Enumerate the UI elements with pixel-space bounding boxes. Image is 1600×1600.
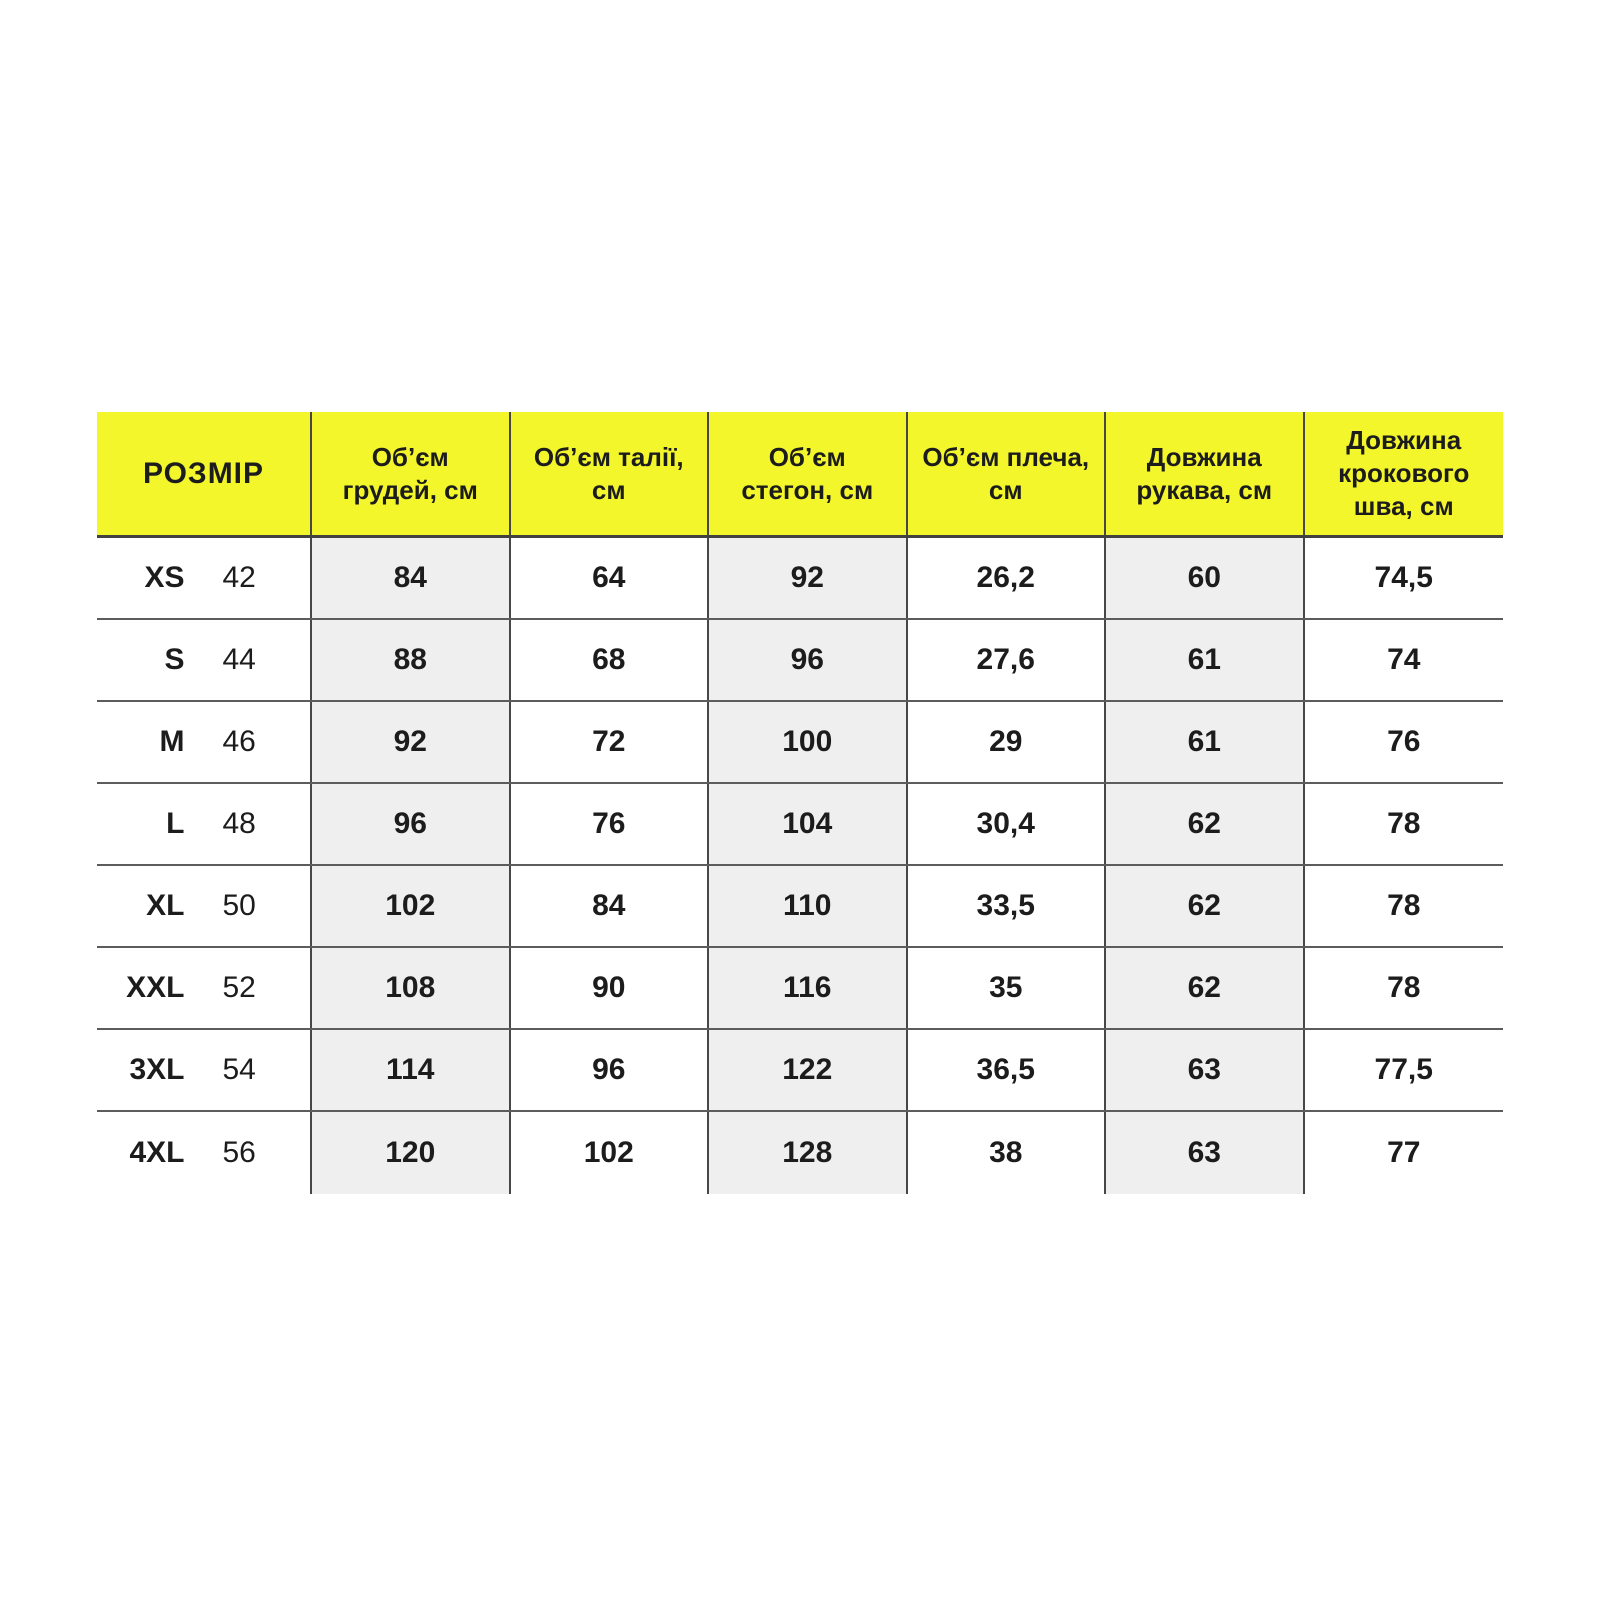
value-cell: 36,5 xyxy=(908,1030,1107,1110)
size-code: L xyxy=(166,807,185,840)
table-row xyxy=(97,1030,1503,1112)
table-row xyxy=(97,866,1503,948)
table-header-row xyxy=(97,412,1503,538)
value-cell: 68 xyxy=(511,620,710,700)
value-cell: 78 xyxy=(1387,889,1421,922)
size-chart-table xyxy=(97,412,1503,1194)
value-cell: 92 xyxy=(312,702,511,782)
value-cell: 38 xyxy=(908,1112,1107,1194)
column-header-chest: Об’єм грудей, см xyxy=(312,412,511,535)
size-cell xyxy=(97,1112,312,1194)
value-cell: 128 xyxy=(709,1112,908,1194)
size-code: XXL xyxy=(126,971,185,1004)
value-cell: 96 xyxy=(511,1030,710,1110)
value-cell: 84 xyxy=(312,538,511,618)
value-cell: 74 xyxy=(1387,643,1421,676)
size-cell xyxy=(97,948,312,1028)
size-number: 54 xyxy=(222,1053,256,1086)
value-cell: 104 xyxy=(709,784,908,864)
column-header-waist: Об’єм талії, см xyxy=(511,412,710,535)
value-cell: 27,6 xyxy=(908,620,1107,700)
size-number: 44 xyxy=(222,643,256,676)
size-cell xyxy=(97,784,312,864)
value-cell: 100 xyxy=(709,702,908,782)
table-row xyxy=(97,702,1503,784)
size-cell xyxy=(97,538,312,618)
value-cell: 88 xyxy=(312,620,511,700)
value-cell: 102 xyxy=(511,1112,710,1194)
value-cell: 96 xyxy=(709,620,908,700)
size-number: 52 xyxy=(222,971,256,1004)
value-cell: 63 xyxy=(1106,1030,1305,1110)
size-cell xyxy=(97,866,312,946)
size-number: 56 xyxy=(222,1136,256,1169)
value-cell: 62 xyxy=(1106,866,1305,946)
column-header-shoulder: Об’єм плеча, см xyxy=(908,412,1107,535)
value-cell: 63 xyxy=(1106,1112,1305,1194)
column-header-sleeve-length: Довжина рукава, см xyxy=(1106,412,1305,535)
value-cell: 77,5 xyxy=(1374,1053,1433,1086)
value-cell: 120 xyxy=(312,1112,511,1194)
value-cell: 76 xyxy=(1387,725,1421,758)
value-cell: 74,5 xyxy=(1374,561,1433,594)
value-cell: 26,2 xyxy=(908,538,1107,618)
value-cell: 33,5 xyxy=(908,866,1107,946)
column-header-size: РОЗМІР xyxy=(97,412,312,535)
table-row xyxy=(97,538,1503,620)
size-code: XS xyxy=(144,561,185,594)
value-cell: 114 xyxy=(312,1030,511,1110)
value-cell: 90 xyxy=(511,948,710,1028)
value-cell: 62 xyxy=(1106,784,1305,864)
value-cell: 110 xyxy=(709,866,908,946)
value-cell: 116 xyxy=(709,948,908,1028)
value-cell: 108 xyxy=(312,948,511,1028)
size-code: 4XL xyxy=(129,1136,185,1169)
value-cell: 96 xyxy=(312,784,511,864)
value-cell: 61 xyxy=(1106,702,1305,782)
value-cell: 30,4 xyxy=(908,784,1107,864)
column-header-hips: Об’єм стегон, см xyxy=(709,412,908,535)
value-cell: 78 xyxy=(1387,971,1421,1004)
size-number: 46 xyxy=(222,725,256,758)
table-row xyxy=(97,784,1503,866)
size-code: 3XL xyxy=(129,1053,185,1086)
size-code: M xyxy=(159,725,185,758)
size-code: S xyxy=(164,643,185,676)
value-cell: 102 xyxy=(312,866,511,946)
size-cell xyxy=(97,702,312,782)
value-cell: 84 xyxy=(511,866,710,946)
value-cell: 92 xyxy=(709,538,908,618)
table-body xyxy=(97,538,1503,1194)
size-cell xyxy=(97,620,312,700)
table-row xyxy=(97,620,1503,702)
size-code: XL xyxy=(146,889,185,922)
value-cell: 60 xyxy=(1106,538,1305,618)
value-cell: 64 xyxy=(511,538,710,618)
value-cell: 35 xyxy=(908,948,1107,1028)
value-cell: 77 xyxy=(1387,1136,1421,1169)
column-header-inseam-length: Довжина крокового шва, см xyxy=(1305,412,1504,535)
value-cell: 61 xyxy=(1106,620,1305,700)
size-number: 48 xyxy=(222,807,256,840)
value-cell: 122 xyxy=(709,1030,908,1110)
size-cell xyxy=(97,1030,312,1110)
value-cell: 72 xyxy=(511,702,710,782)
size-number: 50 xyxy=(222,889,256,922)
value-cell: 29 xyxy=(908,702,1107,782)
value-cell: 76 xyxy=(511,784,710,864)
table-row xyxy=(97,948,1503,1030)
size-number: 42 xyxy=(222,561,256,594)
value-cell: 78 xyxy=(1387,807,1421,840)
value-cell: 62 xyxy=(1106,948,1305,1028)
table-row xyxy=(97,1112,1503,1194)
